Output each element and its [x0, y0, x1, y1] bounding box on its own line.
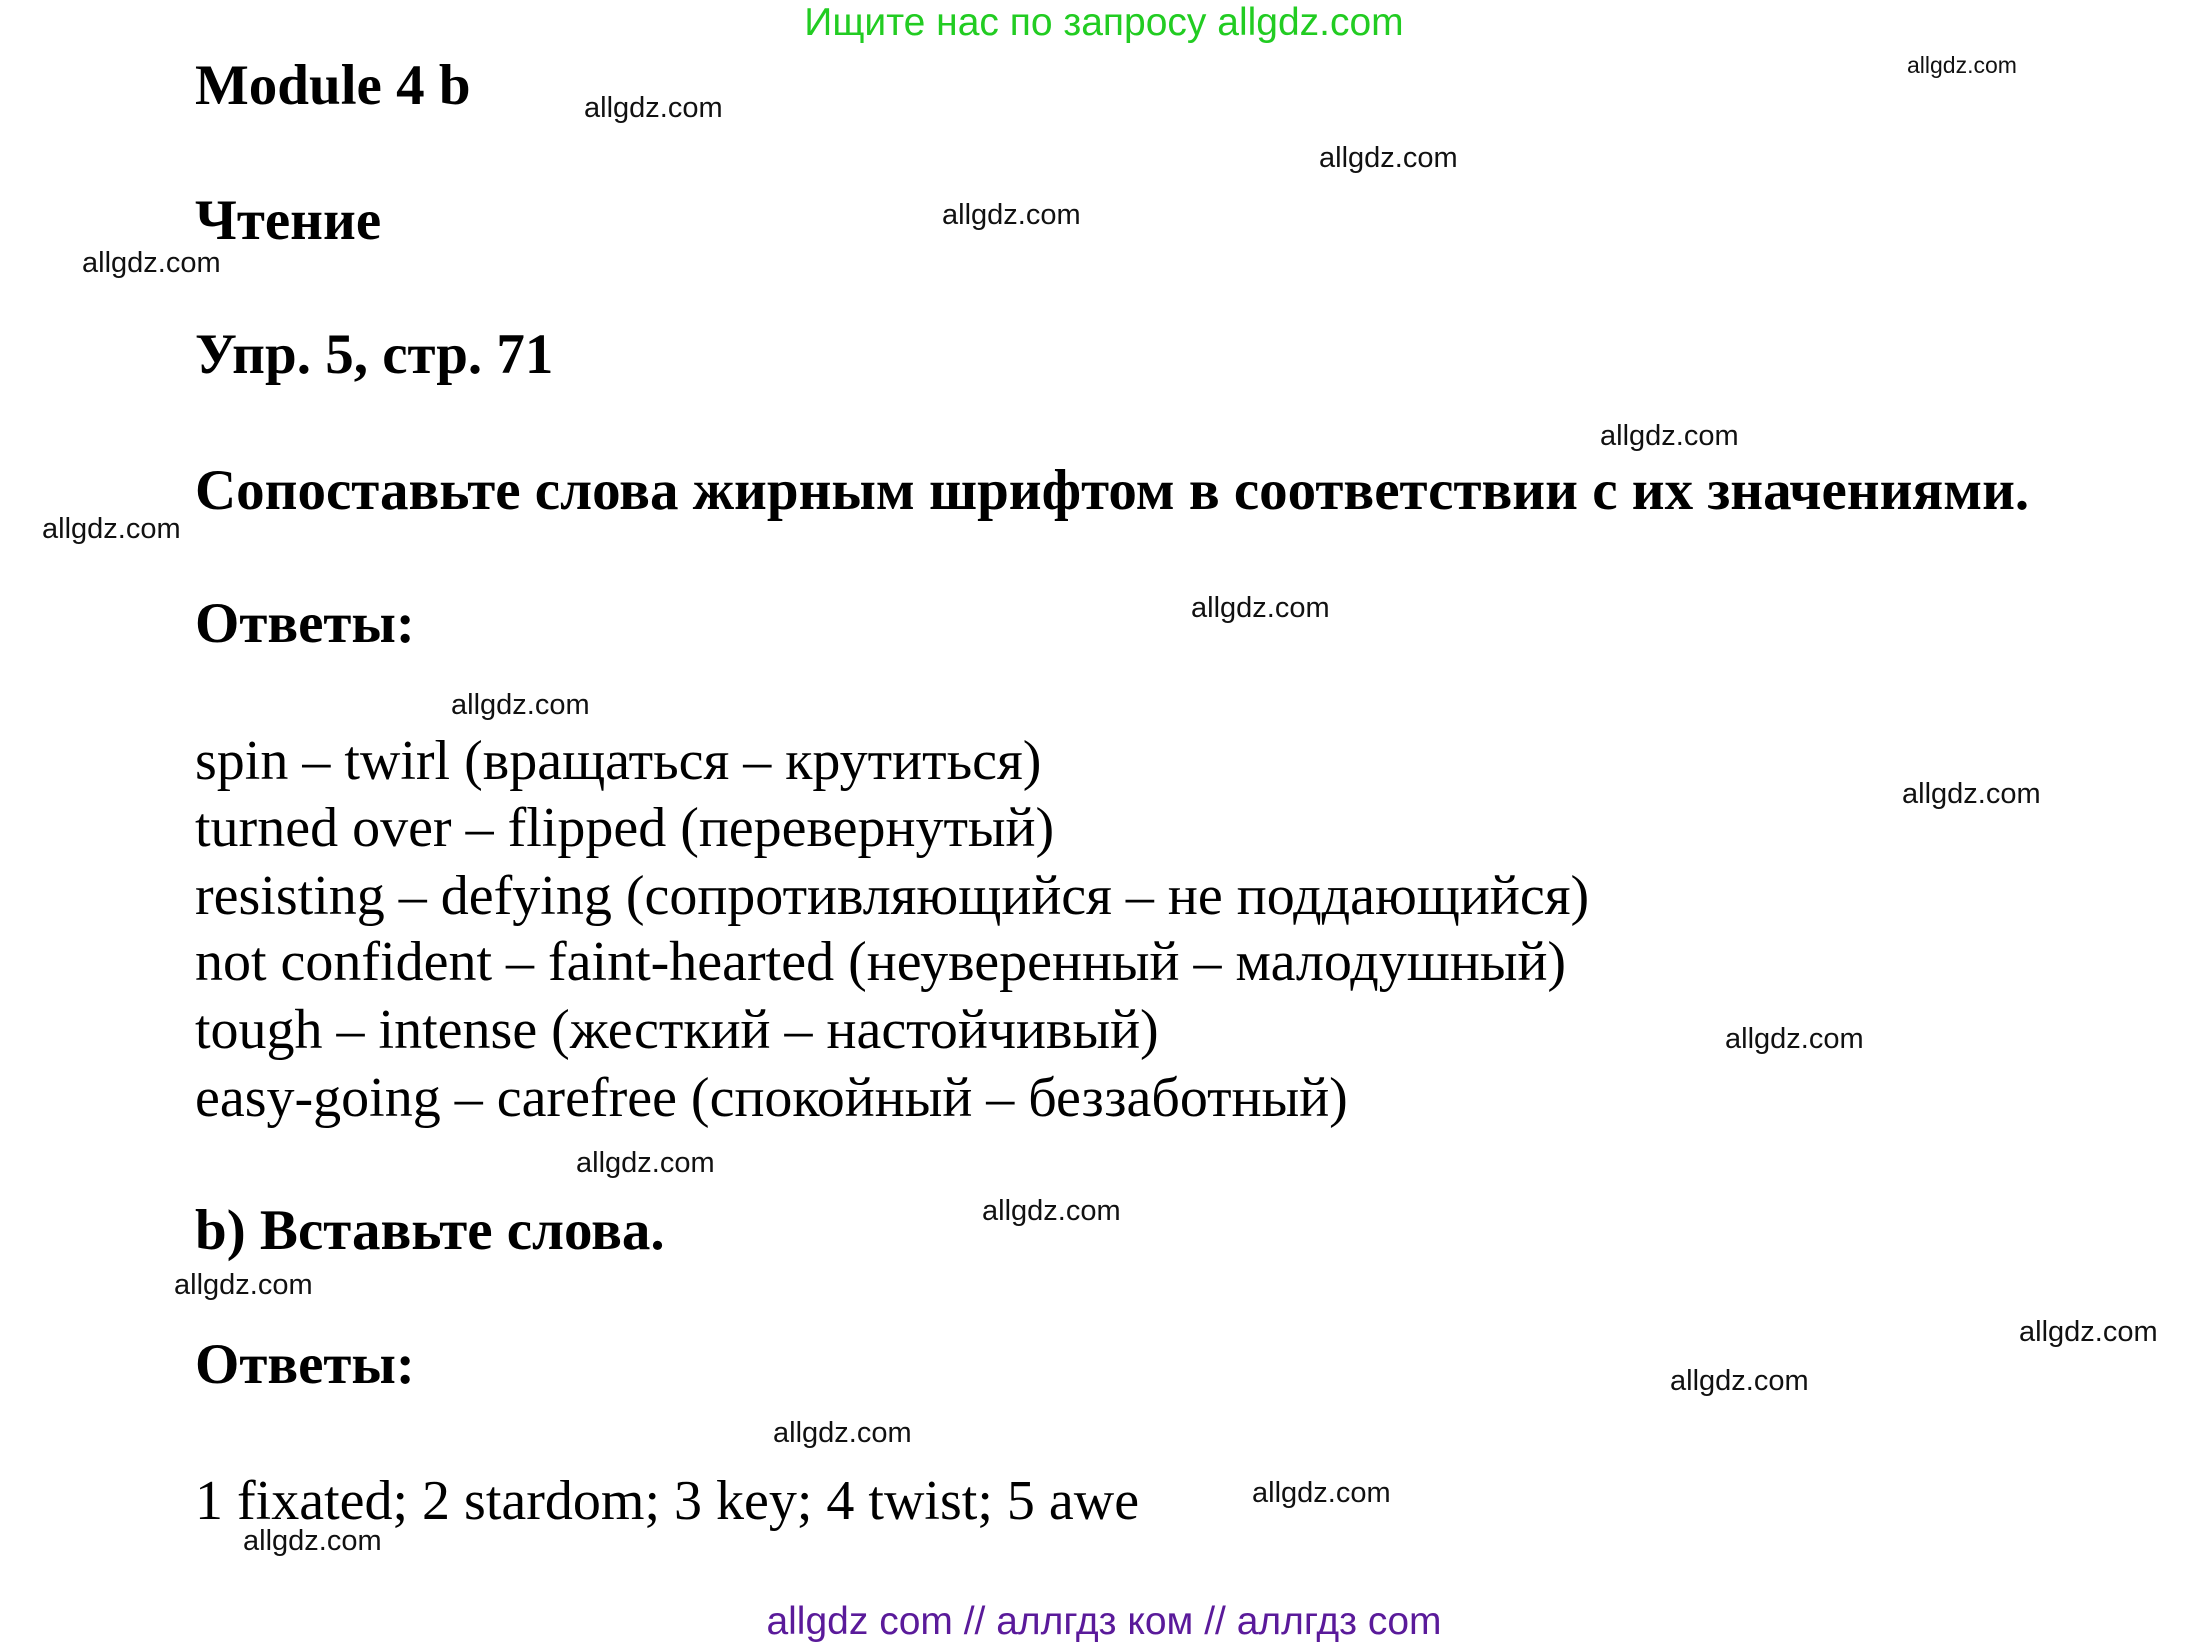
- watermark: allgdz.com: [773, 1417, 912, 1449]
- answer-line: resisting – defying (сопротивляющийся – не поддающийся): [195, 865, 1590, 927]
- answers-label-a: Ответы:: [195, 592, 415, 655]
- promo-banner-top[interactable]: Ищите нас по запросу allgdz.com: [804, 1, 1404, 44]
- exercise-heading: Упр. 5, стр. 71: [195, 323, 554, 386]
- watermark: allgdz.com: [1902, 778, 2041, 810]
- watermark: allgdz.com: [982, 1195, 1121, 1227]
- watermark: allgdz.com: [576, 1147, 715, 1179]
- watermark: allgdz.com: [1319, 142, 1458, 174]
- answer-line: tough – intense (жесткий – настойчивый): [195, 999, 1159, 1061]
- watermark: allgdz.com: [243, 1525, 382, 1557]
- watermark: allgdz.com: [942, 199, 1081, 231]
- watermark: allgdz.com: [1670, 1365, 1809, 1397]
- watermark: allgdz.com: [584, 92, 723, 124]
- answers-b: 1 fixated; 2 stardom; 3 key; 4 twist; 5 awe: [195, 1470, 1140, 1532]
- watermark: allgdz.com: [174, 1269, 313, 1301]
- answer-line: turned over – flipped (перевернутый): [195, 797, 1055, 859]
- watermark: allgdz.com: [1907, 52, 2017, 78]
- watermark: allgdz.com: [1252, 1477, 1391, 1509]
- section-heading: Чтение: [195, 189, 382, 252]
- module-title: Module 4 b: [195, 54, 471, 117]
- answer-line: spin – twirl (вращаться – крутиться): [195, 730, 1042, 792]
- watermark: allgdz.com: [1725, 1023, 1864, 1055]
- task-a-instruction: Сопоставьте слова жирным шрифтом в соответствии с их значениями.: [195, 459, 2030, 522]
- watermark: allgdz.com: [82, 247, 221, 279]
- answers-label-b: Ответы:: [195, 1333, 415, 1396]
- watermark: allgdz.com: [1600, 420, 1739, 452]
- watermark: allgdz.com: [2019, 1316, 2158, 1348]
- watermark: allgdz.com: [451, 689, 590, 721]
- watermark: allgdz.com: [42, 513, 181, 545]
- watermark: allgdz.com: [1191, 592, 1330, 624]
- task-b-instruction: b) Вставьте слова.: [195, 1199, 665, 1262]
- answer-line: not confident – faint-hearted (неуверенный – малодушный): [195, 931, 1567, 993]
- promo-banner-bottom[interactable]: allgdz com // аллгдз ком // аллгдз com: [766, 1600, 1442, 1643]
- answer-line: easy-going – carefree (спокойный – беззаботный): [195, 1067, 1348, 1129]
